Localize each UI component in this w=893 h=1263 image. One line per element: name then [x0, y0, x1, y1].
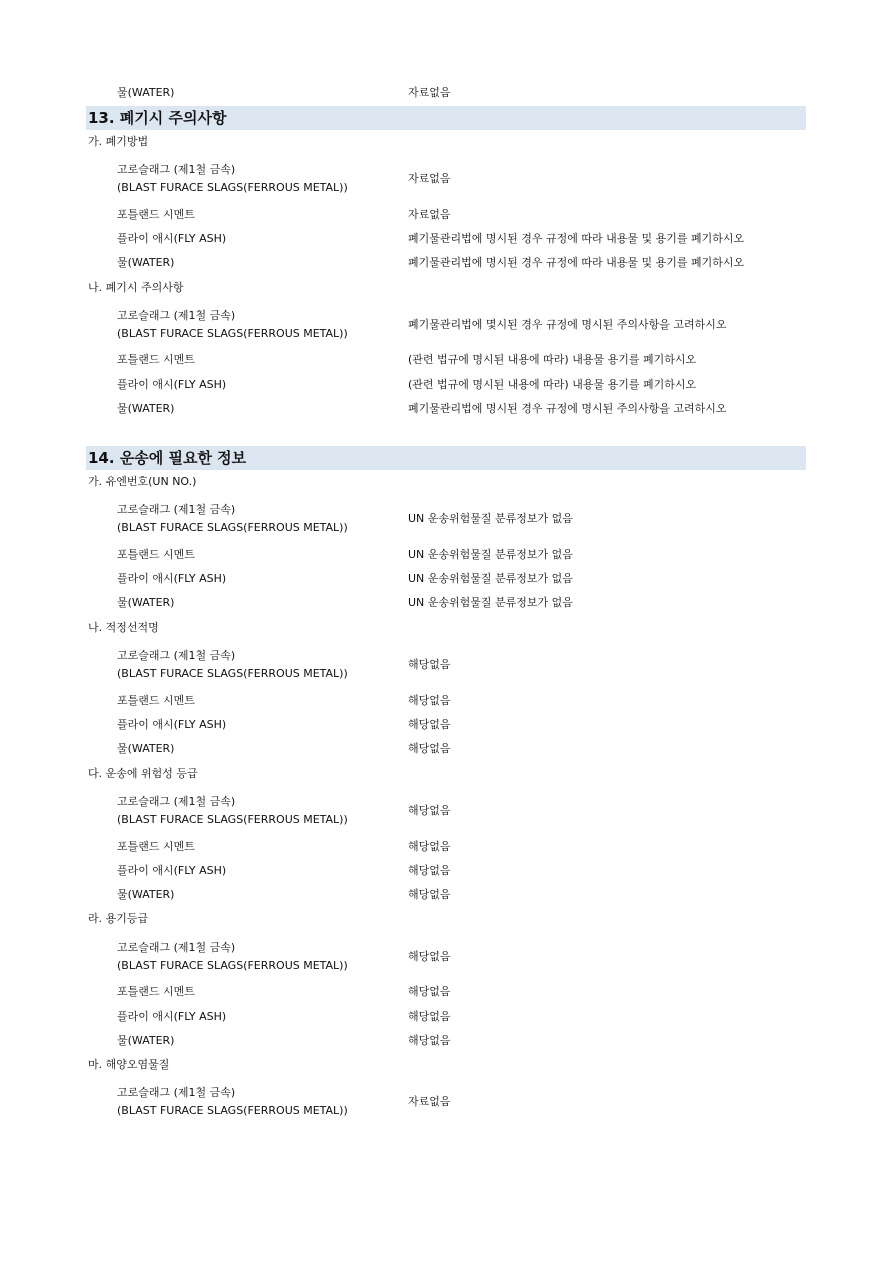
substance-value: 해당없음: [408, 1010, 451, 1023]
substance-value: 해당없음: [408, 985, 451, 998]
substance-name-line1: 고로슬래그 (제1철 금속): [117, 163, 236, 176]
substance-name: 플라이 애시(FLY ASH): [117, 232, 227, 245]
substance-name: 포틀랜드 시멘트: [117, 840, 195, 853]
subsection-label: 나. 폐기시 주의사항: [88, 281, 184, 294]
substance-value: 폐기물관리법에 명시된 경우 규정에 따라 내용물 및 용기를 폐기하시오: [408, 232, 745, 245]
substance-name-line2: (BLAST FURACE SLAGS(FERROUS METAL)): [117, 666, 348, 680]
substance-value: UN 운송위험물질 분류정보가 없음: [408, 548, 573, 561]
substance-value: (관련 법규에 명시된 내용에 따라) 내용물 용기를 폐기하시오: [408, 353, 697, 366]
substance-value: 해당없음: [408, 950, 451, 963]
substance-name-line1: 고로슬래그 (제1철 금속): [117, 941, 236, 954]
substance-name: [117, 501, 397, 536]
substance-name: [117, 793, 397, 828]
substance-name-line2: (BLAST FURACE SLAGS(FERROUS METAL)): [117, 812, 348, 826]
substance-name-line1: 고로슬래그 (제1철 금속): [117, 309, 236, 322]
substance-value: 해당없음: [408, 888, 451, 901]
subsection-label: 마. 해양오염물질: [88, 1058, 170, 1071]
substance-name-line2: (BLAST FURACE SLAGS(FERROUS METAL)): [117, 180, 348, 194]
substance-value: (관련 법규에 명시된 내용에 따라) 내용물 용기를 폐기하시오: [408, 378, 697, 391]
substance-value: 해당없음: [408, 840, 451, 853]
substance-name: 포틀랜드 시멘트: [117, 985, 195, 998]
substance-name: 플라이 애시(FLY ASH): [117, 718, 227, 731]
substance-name-line1: 고로슬래그 (제1철 금속): [117, 795, 236, 808]
substance-name: [117, 647, 397, 682]
substance-value: 자료없음: [408, 208, 451, 221]
substance-value: 폐기물관리법에 명시된 경우 규정에 명시된 주의사항을 고려하시오: [408, 402, 727, 415]
subsection-label: 다. 운송에 위험성 등급: [88, 767, 198, 780]
subsection-label: 라. 용기등급: [88, 912, 149, 925]
substance-value: 자료없음: [408, 1095, 451, 1108]
substance-name: 물(WATER): [117, 86, 175, 99]
substance-name: [117, 307, 397, 342]
substance-name: 플라이 애시(FLY ASH): [117, 1010, 227, 1023]
substance-name-line1: 고로슬래그 (제1철 금속): [117, 649, 236, 662]
subsection-label: 나. 적정선적명: [88, 621, 159, 634]
substance-name: 포틀랜드 시멘트: [117, 548, 195, 561]
substance-name: [117, 161, 397, 196]
substance-value: 해당없음: [408, 864, 451, 877]
section-13-header: 13. 폐기시 주의사항: [86, 106, 806, 130]
section-14-header: 14. 운송에 필요한 정보: [86, 446, 806, 470]
substance-value: 자료없음: [408, 86, 451, 99]
substance-name: 물(WATER): [117, 402, 175, 415]
substance-name-line2: (BLAST FURACE SLAGS(FERROUS METAL)): [117, 326, 348, 340]
substance-value: 폐기물관리법에 명시된 경우 규정에 따라 내용물 및 용기를 폐기하시오: [408, 256, 745, 269]
substance-value: 자료없음: [408, 172, 451, 185]
substance-value: 해당없음: [408, 742, 451, 755]
substance-value: UN 운송위험물질 분류정보가 없음: [408, 512, 573, 525]
substance-name: 물(WATER): [117, 596, 175, 609]
substance-name-line1: 고로슬래그 (제1철 금속): [117, 503, 236, 516]
substance-name: 물(WATER): [117, 742, 175, 755]
subsection-label: 가. 폐기방법: [88, 135, 149, 148]
substance-name-line1: 고로슬래그 (제1철 금속): [117, 1086, 236, 1099]
substance-name: 플라이 애시(FLY ASH): [117, 378, 227, 391]
substance-value: UN 운송위험물질 분류정보가 없음: [408, 572, 573, 585]
substance-name: 물(WATER): [117, 256, 175, 269]
subsection-label: 가. 유엔번호(UN NO.): [88, 475, 197, 488]
substance-value: 해당없음: [408, 694, 451, 707]
substance-name: [117, 939, 397, 974]
substance-name: 포틀랜드 시멘트: [117, 694, 195, 707]
substance-name: 물(WATER): [117, 888, 175, 901]
substance-name: [117, 1084, 397, 1119]
substance-name: 포틀랜드 시멘트: [117, 353, 195, 366]
substance-name-line2: (BLAST FURACE SLAGS(FERROUS METAL)): [117, 1103, 348, 1117]
substance-name-line2: (BLAST FURACE SLAGS(FERROUS METAL)): [117, 958, 348, 972]
substance-value: 해당없음: [408, 718, 451, 731]
substance-value: 폐기물관리법에 몇시된 경우 규정에 명시된 주의사항을 고려하시오: [408, 318, 727, 331]
substance-name-line2: (BLAST FURACE SLAGS(FERROUS METAL)): [117, 520, 348, 534]
substance-name: 물(WATER): [117, 1034, 175, 1047]
substance-name: 포틀랜드 시멘트: [117, 208, 195, 221]
substance-value: 해당없음: [408, 804, 451, 817]
substance-value: UN 운송위험물질 분류정보가 없음: [408, 596, 573, 609]
substance-name: 플라이 애시(FLY ASH): [117, 572, 227, 585]
substance-value: 해당없음: [408, 658, 451, 671]
substance-name: 플라이 애시(FLY ASH): [117, 864, 227, 877]
substance-value: 해당없음: [408, 1034, 451, 1047]
